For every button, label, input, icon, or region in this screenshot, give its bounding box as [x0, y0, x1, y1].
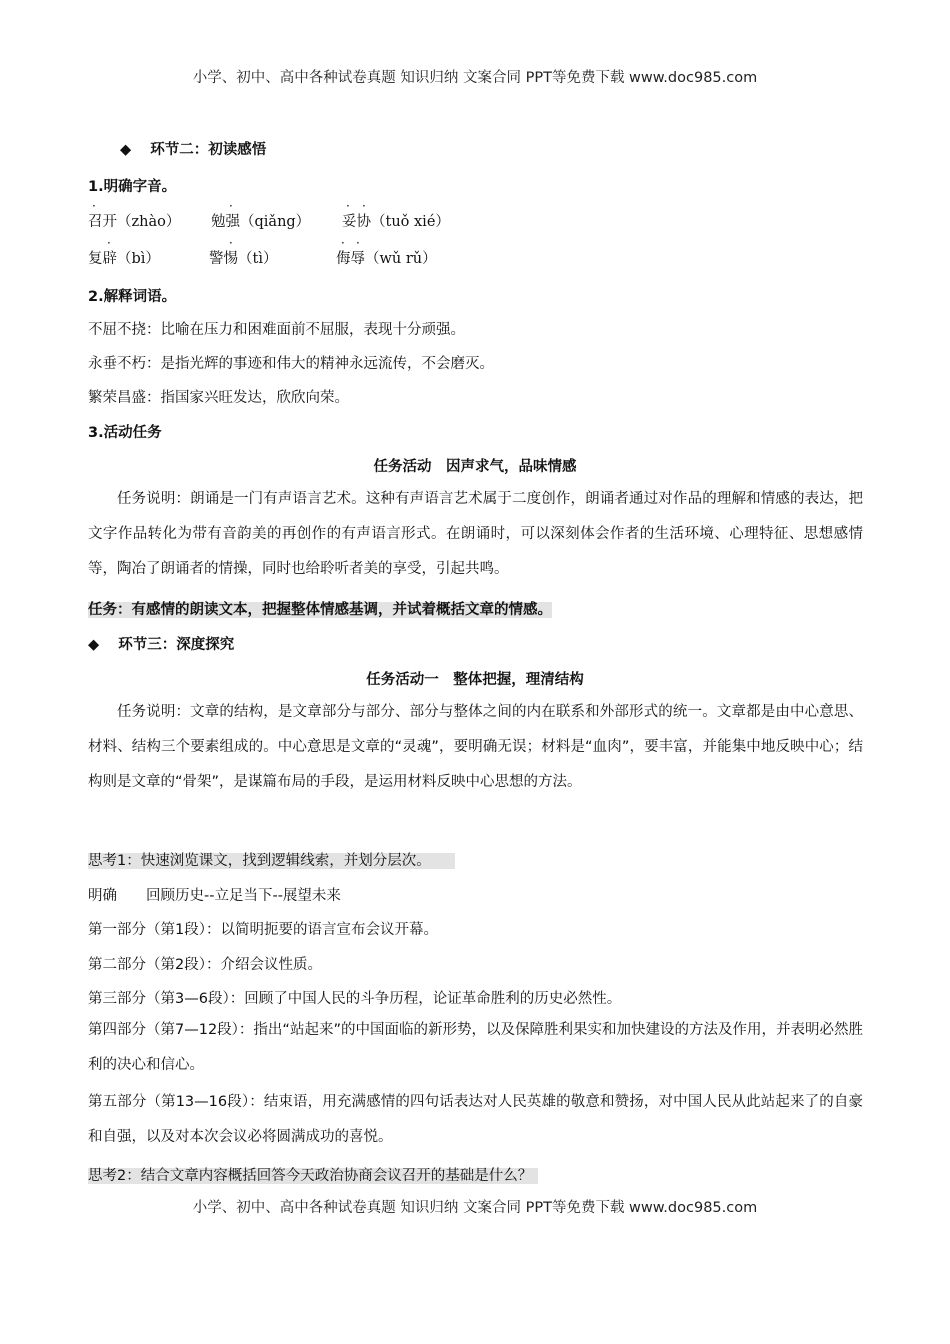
emphasis-dot: · [107, 236, 111, 250]
bullet-icon: ◆ [88, 637, 100, 653]
emphasis-dot: · [356, 236, 360, 250]
pinyin-item: 警惕（tì） [209, 251, 278, 267]
task1-description: 任务说明：朗诵是一门有声语言艺术。这种有声语言艺术属于二度创作，朗诵者通过对作品的理解和情感的表达，把文字作品转化为带有音韵美的再创作的有声语言形式。在朗诵时，可以深刻体会作者的生活环境、心理特征、思想感情等，陶冶了朗诵者的情操，同时也给聆听者美的享受，引起共鸣。 [88, 491, 863, 577]
pinyin-item: 勉强（qiǎng） [211, 214, 311, 230]
think2-text: 思考2：结合文章内容概括回答今天政治协商会议召开的基础是什么？ [88, 1168, 538, 1184]
emphasis-dot: · [346, 199, 350, 213]
section2-title: 环节二：初读感悟 [150, 142, 267, 158]
part-item: 第一部分（第1段）：以简明扼要的语言宣布会议开幕。 [88, 922, 438, 938]
vocab-item: 永垂不朽：是指光辉的事迹和伟大的精神永远流传，不会磨灭。 [88, 356, 494, 372]
vocab-item: 不屈不挠：比喻在压力和困难面前不屈服，表现十分顽强。 [88, 322, 465, 338]
emphasis-dot: · [229, 236, 233, 250]
page-header: 小学、初中、高中各种试卷真题 知识归纳 文案合同 PPT等免费下载 www.doc985.com [192, 70, 758, 86]
task2-title: 任务活动一 整体把握，理清结构 [366, 672, 584, 688]
think1-text: 思考1：快速浏览课文，找到逻辑线索，并划分层次。 [88, 853, 455, 869]
pinyin-item: 妥协（tuǒ xié） [342, 214, 450, 230]
think2 [88, 1164, 538, 1185]
vocab-item: 繁荣昌盛：指国家兴旺发达，欣欣向荣。 [88, 390, 349, 406]
task1-title: 任务活动 因声求气，品味情感 [373, 459, 577, 475]
item2-title: 2.解释词语。 [88, 289, 177, 305]
think1 [88, 849, 455, 870]
section3-heading [88, 633, 234, 654]
item3-title: 3.活动任务 [88, 425, 162, 441]
emphasis-dot: · [341, 236, 345, 250]
emphasis-dot: · [229, 199, 233, 213]
part-item: 第二部分（第2段）：介绍会议性质。 [88, 957, 322, 973]
section2-heading [120, 138, 266, 159]
part-item: 第五部分（第13—16段）：结束语，用充满感情的四句话表达对人民英雄的敬意和赞扬，对中国人民从此站起来了的自豪和自强，以及对本次会议必将圆满成功的喜悦。 [88, 1094, 863, 1145]
page-footer: 小学、初中、高中各种试卷真题 知识归纳 文案合同 PPT等免费下载 www.doc985.com [192, 1200, 758, 1216]
item1-title: 1.明确字音。 [88, 179, 177, 195]
emphasis-dot: · [362, 199, 366, 213]
clarify-line: 明确 回顾历史--立足当下--展望未来 [88, 888, 341, 904]
pinyin-item: 召开（zhào） [88, 214, 181, 230]
bullet-icon: ◆ [120, 142, 132, 158]
task1-task-text: 任务：有感情的朗读文本，把握整体情感基调，并试着概括文章的情感。 [88, 602, 552, 618]
pinyin-item: 侮辱（wǔ rǔ） [336, 251, 437, 267]
part-item: 第四部分（第7—12段）：指出“站起来”的中国面临的新形势，以及保障胜利果实和加快建设的方法及作用，并表明必然胜利的决心和信心。 [88, 1022, 863, 1073]
task2-description: 任务说明：文章的结构，是文章部分与部分、部分与整体之间的内在联系和外部形式的统一。文章都是由中心意思、材料、结构三个要素组成的。中心意思是文章的“灵魂”，要明确无误；材料是“血肉”，要丰富，并能集中地反映中心；结构则是文章的“骨架”，是谋篇布局的手段，是运用材料反映中心思想的方法。 [88, 704, 863, 790]
pinyin-item: 复辟（bì） [88, 251, 160, 267]
task1-task [88, 598, 552, 619]
emphasis-dot: · [92, 199, 96, 213]
part-item: 第三部分（第3—6段）：回顾了中国人民的斗争历程，论证革命胜利的历史必然性。 [88, 991, 622, 1007]
section3-title: 环节三：深度探究 [118, 637, 235, 653]
